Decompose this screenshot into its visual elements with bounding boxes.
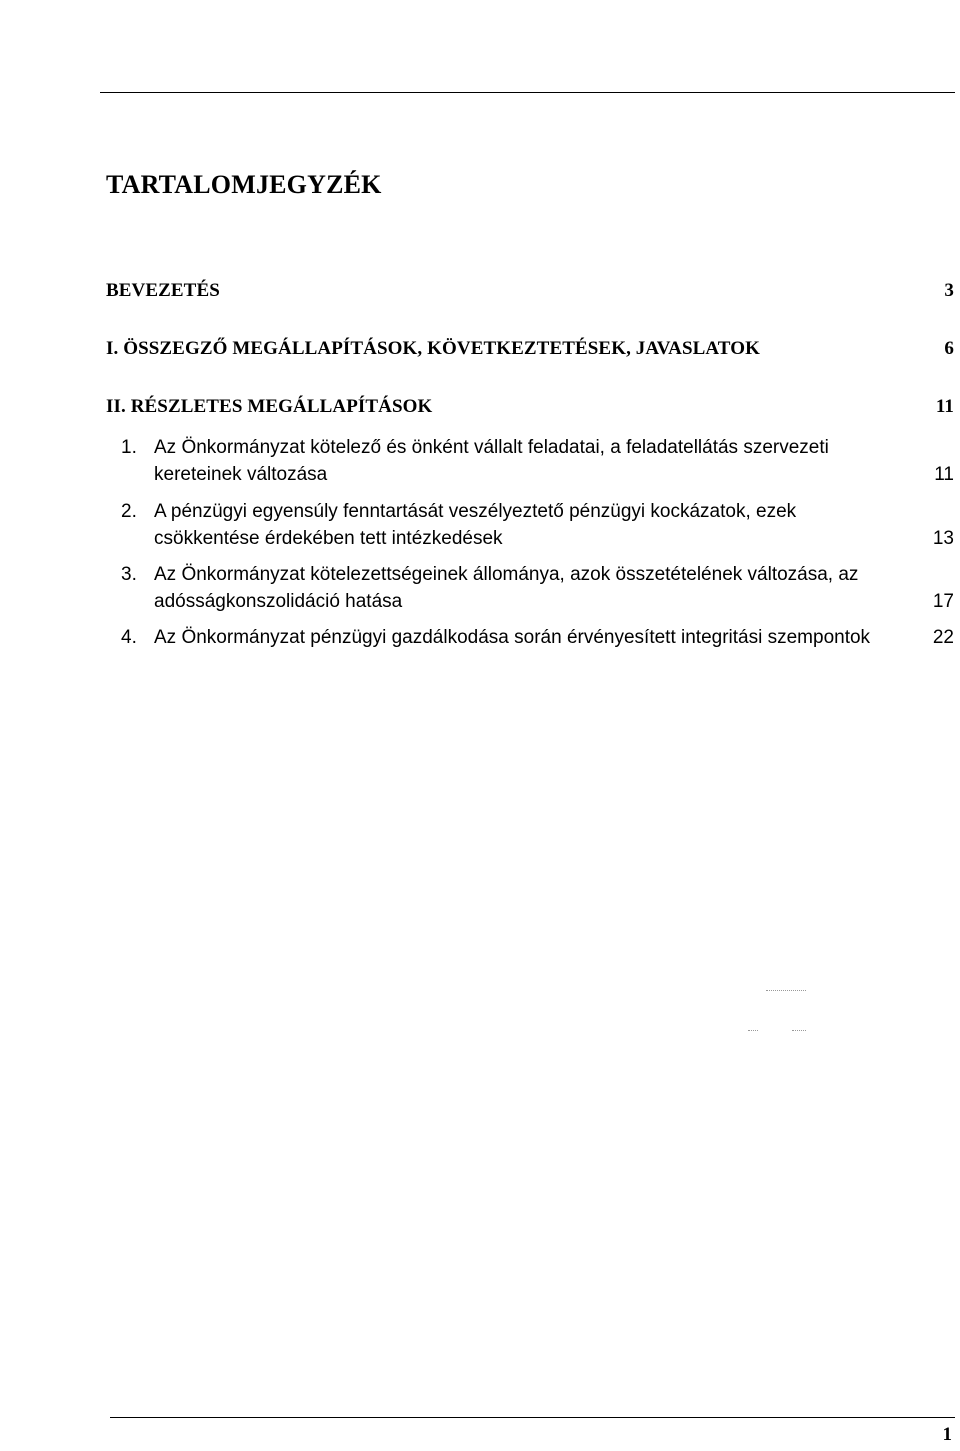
toc-subentry-label: Az Önkormányzat kötelezettségeinek állománya, azok összetételének változása, az adósságkonszolidáció hatása xyxy=(154,564,859,612)
toc-subentry-page: 11 xyxy=(934,464,954,485)
toc-title: TARTALOMJEGYZÉK xyxy=(106,170,382,199)
scan-speck xyxy=(766,990,806,991)
toc-entry-label: I. ÖSSZEGZŐ MEGÁLLAPÍTÁSOK, KÖVETKEZTETÉSEK, JAVASLATOK xyxy=(106,338,760,359)
toc-subentry-2[interactable] xyxy=(121,498,954,552)
toc-subentry-number: 4. xyxy=(121,627,137,648)
toc-subentry-3[interactable] xyxy=(121,561,954,615)
toc-subentry-1[interactable] xyxy=(121,434,954,488)
top-rule xyxy=(100,92,955,93)
toc-subentry-number: 2. xyxy=(121,501,137,522)
toc-entry-summary[interactable] xyxy=(106,338,954,360)
bottom-rule xyxy=(110,1417,955,1418)
scan-speck xyxy=(792,1030,806,1031)
toc-entry-label: BEVEZETÉS xyxy=(106,280,220,301)
toc-subentry-label: Az Önkormányzat kötelező és önként vállalt feladatai, a feladatellátás szervezeti kereteinek változása xyxy=(154,437,829,485)
toc-subentry-page: 17 xyxy=(932,591,954,612)
toc-entry-page: 3 xyxy=(944,280,954,301)
toc-subentry-page: 22 xyxy=(932,627,954,648)
scan-speck xyxy=(748,1030,758,1031)
toc-entry-page: 6 xyxy=(944,338,954,359)
toc-entry-detailed[interactable] xyxy=(106,396,954,418)
toc-entry-page: 11 xyxy=(935,396,954,417)
toc-entry-intro[interactable] xyxy=(106,280,954,302)
toc-subentry-label: Az Önkormányzat pénzügyi gazdálkodása során érvényesített integritási szempontok xyxy=(154,627,871,648)
toc-entry-label: II. RÉSZLETES MEGÁLLAPÍTÁSOK xyxy=(106,396,433,417)
toc-subentry-number: 1. xyxy=(121,437,137,458)
toc-subentry-label: A pénzügyi egyensúly fenntartását veszélyeztető pénzügyi kockázatok, ezek csökkentése érdekében tett intézkedések xyxy=(154,501,797,549)
toc-subentry-page: 13 xyxy=(932,528,954,549)
page-number: 1 xyxy=(942,1424,952,1445)
toc-subentry-number: 3. xyxy=(121,564,137,585)
toc-subentry-4[interactable] xyxy=(121,624,954,651)
